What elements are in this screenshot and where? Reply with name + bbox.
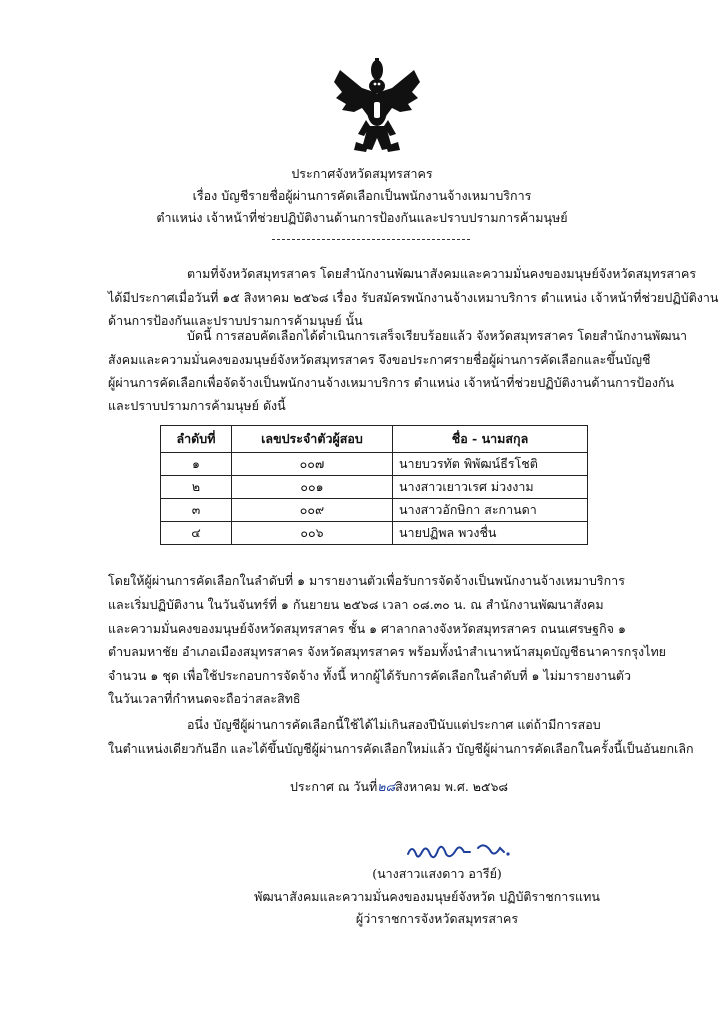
garuda-emblem-icon [332,58,422,154]
order-cell: ๔ [161,522,232,545]
paragraph2-line: ผู้ผ่านการคัดเลือกเพื่อจัดจ้างเป็นพนักงานจ้างเหมาบริการ ตำแหน่ง เจ้าหน้าที่ช่วยปฏิบัติงานด้านการป้องกัน [108,375,675,390]
paragraph3-line: และเริ่มปฏิบัติงาน ในวันจันทร์ที่ ๑ กันยายน ๒๕๖๘ เวลา ๐๘.๓๐ น. ณ สำนักงานพัฒนาสังคม [108,597,604,612]
paragraph3-line: ในวันเวลาที่กำหนดจะถือว่าสละสิทธิ [108,691,301,706]
exam-id-cell: ๐๐๖ [232,522,393,545]
results-table [160,425,588,545]
exam-id-cell: ๐๐๙ [232,499,393,522]
signer-office: ผู้ว่าราชการจังหวัดสมุทรสาคร [355,911,519,926]
signer-name: (นางสาวแสงดาว อารีย์) [372,866,502,881]
paragraph3-line: และความมั่นคงของมนุษย์จังหวัดสมุทรสาคร ชั้น ๑ ศาลากลางจังหวัดสมุทรสาคร ถนนเศรษฐกิจ ๑ [108,621,626,636]
announcement-date [290,779,508,795]
paragraph3-line: จำนวน ๑ ชุด เพื่อใช้ประกอบการจัดจ้าง ทั้งนี้ หากผู้ได้รับการคัดเลือกในลำดับที่ ๑ ไม่มารายงานตัว [108,668,632,683]
order-cell: ๒ [161,476,232,499]
date-prefix: ประกาศ ณ วันที่ [290,779,378,794]
announcement-subject: เรื่อง บัญชีรายชื่อผู้ผ่านการคัดเลือกเป็นพนักงานจ้างเหมาบริการ [192,188,532,203]
table-row [161,476,588,499]
divider [272,239,470,240]
name-cell: นางสาวเยาวเรศ ม่วงงาม [393,476,588,499]
handwritten-signature [404,838,514,864]
name-cell: นายปฏิพล พวงชื่น [393,522,588,545]
announcement-title: ประกาศจังหวัดสมุทรสาคร [291,166,433,181]
column-header-name: ชื่อ - นามสกุล [393,426,588,453]
paragraph4-line: อนึ่ง บัญชีผู้ผ่านการคัดเลือกนี้ใช้ได้ไม่เกินสองปีนับแต่ประกาศ แต่ถ้ามีการสอบ [187,717,601,732]
paragraph2-line: บัดนี้ การสอบคัดเลือกได้ดำเนินการเสร็จเรียบร้อยแล้ว จังหวัดสมุทรสาคร โดยสำนักงานพัฒนา [187,328,688,343]
table-header-row [161,426,588,453]
order-cell: ๓ [161,499,232,522]
date-suffix: สิงหาคม พ.ศ. ๒๕๖๘ [395,779,509,794]
column-header-exam-id: เลขประจำตัวผู้สอบ [232,426,393,453]
order-cell: ๑ [161,453,232,476]
paragraph1-line: ด้านการป้องกันและปราบปรามการค้ามนุษย์ นั้น [108,313,363,328]
paragraph2-line: สังคมและความมั่นคงของมนุษย์จังหวัดสมุทรสาคร จึงขอประกาศรายชื่อผู้ผ่านการคัดเลือกและขึ้นบัญชี [108,352,651,367]
table-row [161,499,588,522]
table-row [161,453,588,476]
announcement-position: ตำแหน่ง เจ้าหน้าที่ช่วยปฏิบัติงานด้านการป้องกันและปราบปรามการค้ามนุษย์ [156,210,568,225]
paragraph3-line: โดยให้ผู้ผ่านการคัดเลือกในลำดับที่ ๑ มารายงานตัวเพื่อรับการจัดจ้างเป็นพนักงานจ้างเหมาบริการ [108,573,625,588]
column-header-order: ลำดับที่ [161,426,232,453]
paragraph1-line: ได้มีประกาศเมื่อวันที่ ๑๕ สิงหาคม ๒๕๖๘ เรื่อง รับสมัครพนักงานจ้างเหมาบริการ ตำแหน่ง เจ้าหน้าที่ช่วยปฏิบัติงาน [108,290,719,305]
paragraph3-line: ตำบลมหาชัย อำเภอเมืองสมุทรสาคร จังหวัดสมุทรสาคร พร้อมทั้งนำสำเนาหน้าสมุดบัญชีธนาคารกรุงไทย [108,644,667,659]
name-cell: นายบวรทัต พิพัฒน์ธีรโชติ [393,453,588,476]
exam-id-cell: ๐๐๗ [232,453,393,476]
paragraph1-line: ตามที่จังหวัดสมุทรสาคร โดยสำนักงานพัฒนาสังคมและความมั่นคงของมนุษย์จังหวัดสมุทรสาคร [187,266,697,281]
exam-id-cell: ๐๐๑ [232,476,393,499]
date-day-handwritten: ๒๘ [377,779,396,794]
name-cell: นางสาวอักษิกา สะกานดา [393,499,588,522]
table-row [161,522,588,545]
paragraph4-line: ในตำแหน่งเดียวกันอีก และได้ขึ้นบัญชีผู้ผ่านการคัดเลือกใหม่แล้ว บัญชีผู้ผ่านการคัดเลือกในครั้งนี้เป็นอันยกเลิก [108,741,694,756]
paragraph2-line: และปราบปรามการค้ามนุษย์ ดังนี้ [108,398,286,413]
signer-title: พัฒนาสังคมและความมั่นคงของมนุษย์จังหวัด ปฏิบัติราชการแทน [254,889,600,904]
